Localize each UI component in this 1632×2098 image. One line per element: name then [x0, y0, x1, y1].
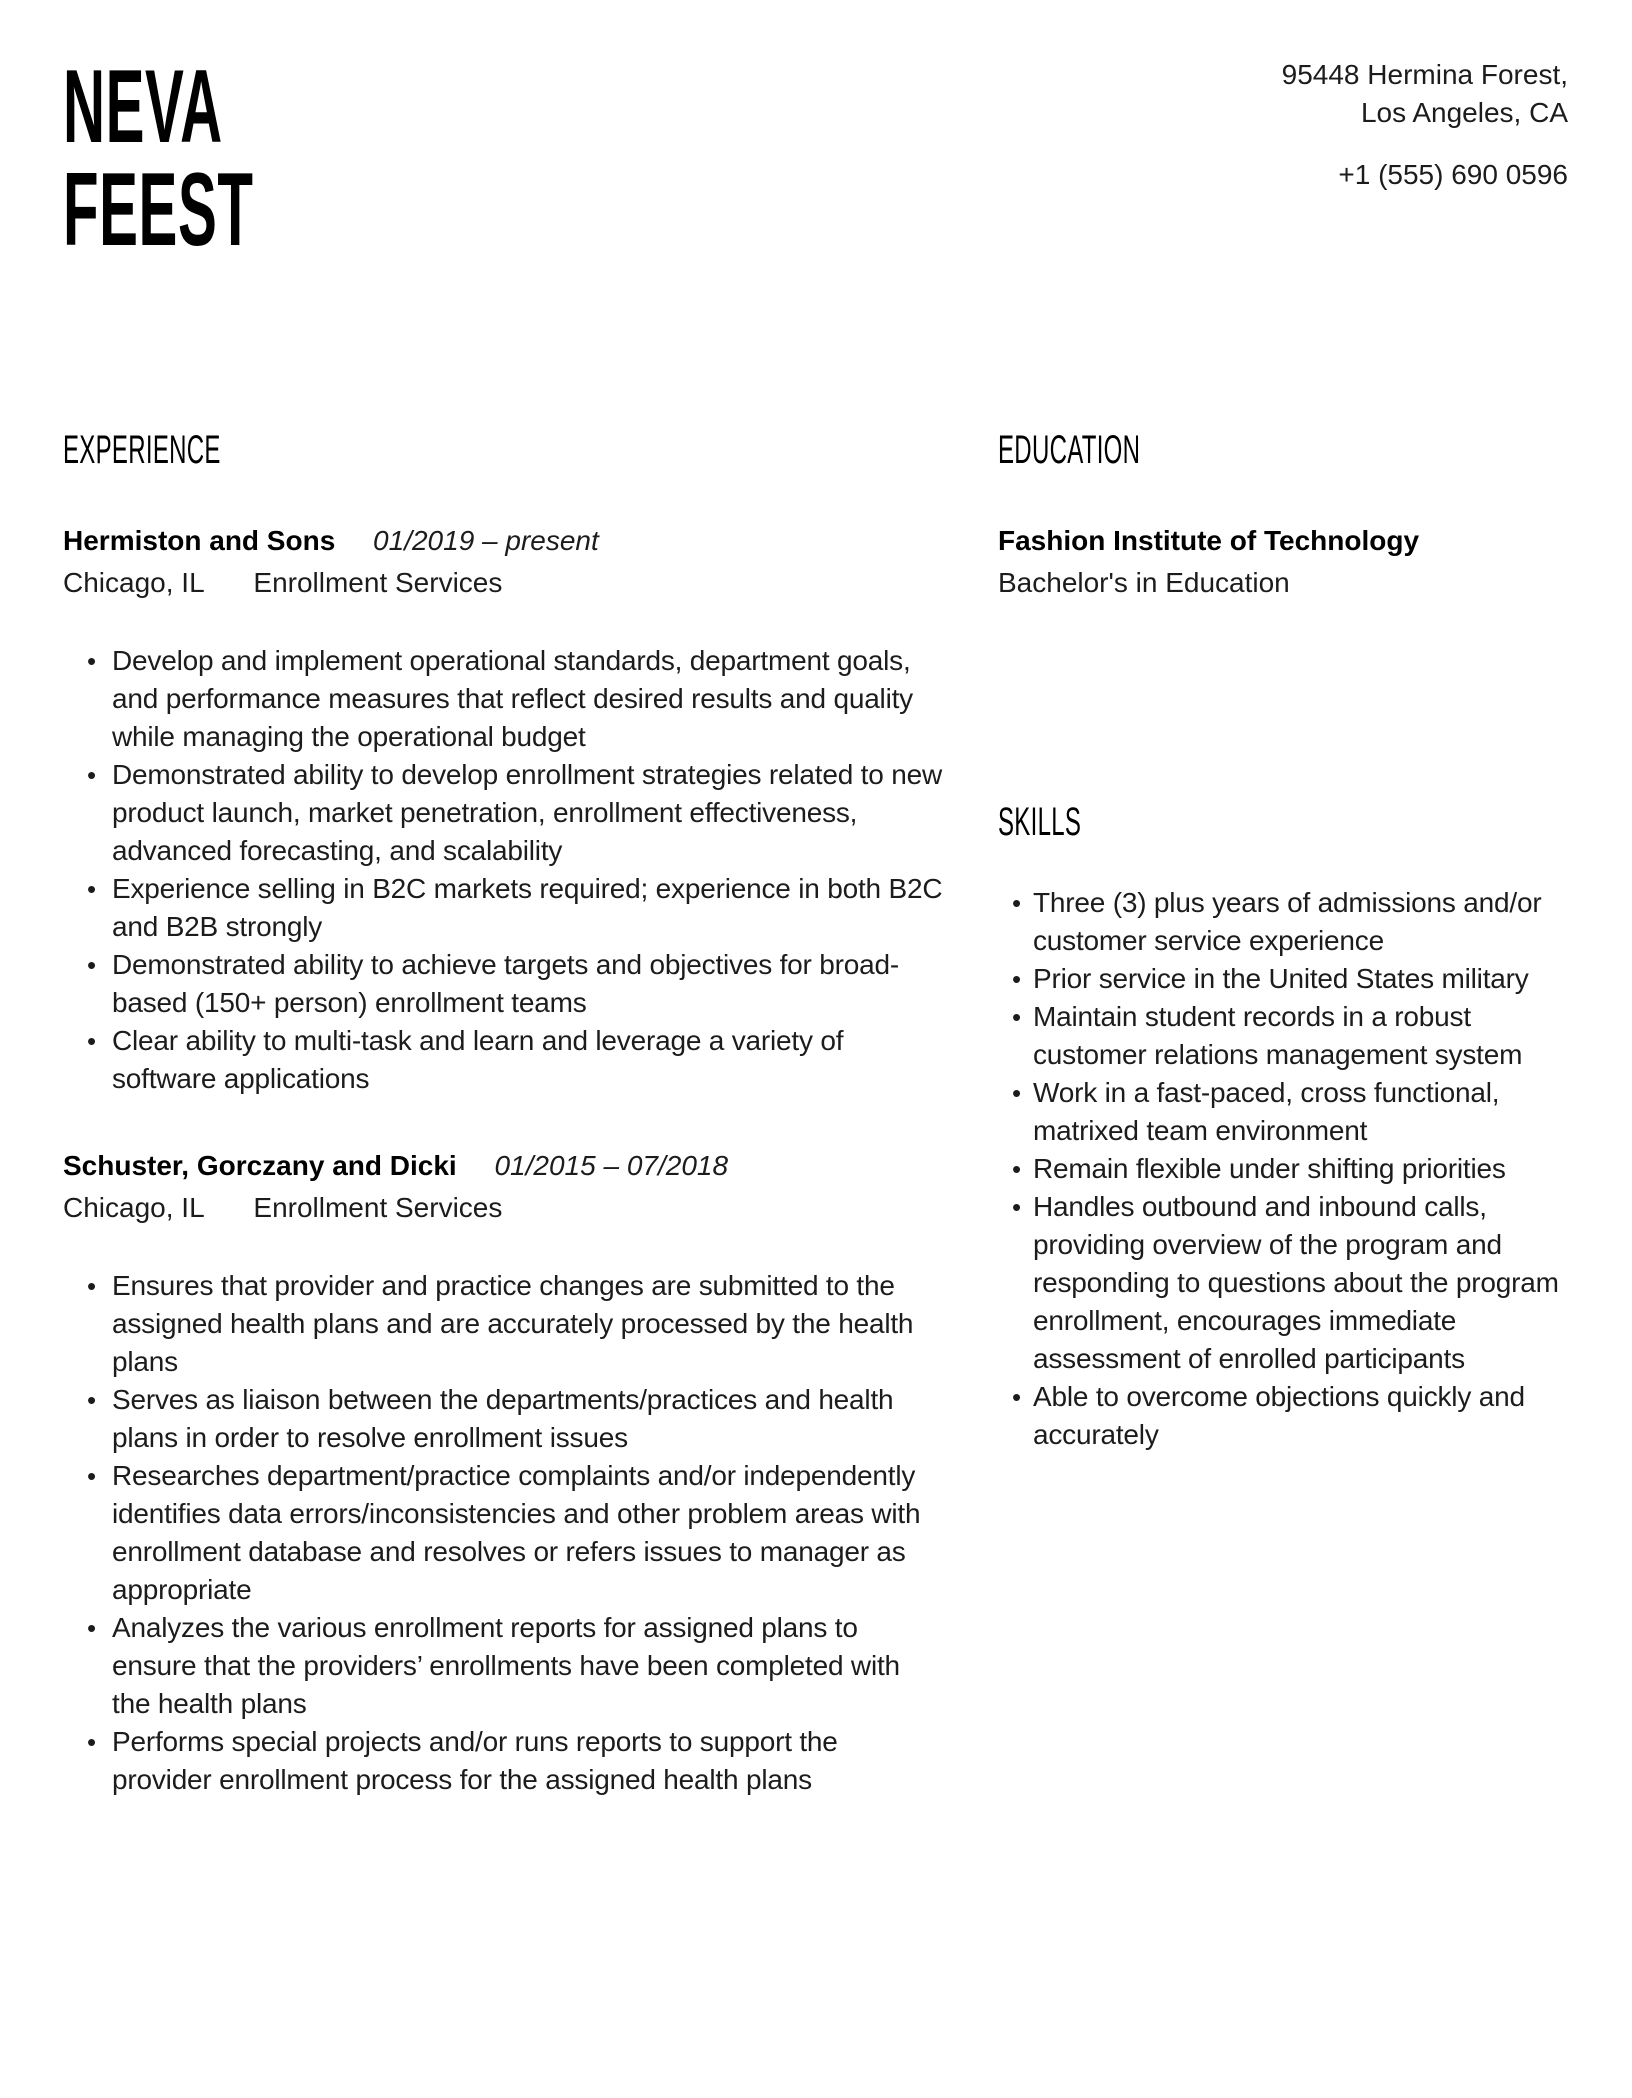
- candidate-name-line-2: FEEST: [63, 152, 254, 268]
- employment-dates: 01/2015 – 07/2018: [494, 1150, 729, 1181]
- job-bullet-list: [63, 1267, 943, 1799]
- contact-info: [1282, 56, 1568, 194]
- job-bullet: • Demonstrated ability to achieve targets and objectives for broad-based (150+ person) enrollment teams: [63, 946, 943, 1022]
- experience-section-title: EXPERIENCE: [63, 428, 221, 472]
- job-bullet-list: [63, 642, 943, 1098]
- job-role: Enrollment Services: [253, 1192, 503, 1223]
- job-bullet: • Develop and implement operational standards, department goals, and performance measures that reflect desired results and quality while managing the operational budget: [63, 642, 943, 756]
- experience-entry-1: [63, 522, 943, 1098]
- skill-item: • Able to overcome objections quickly and accurately: [998, 1378, 1568, 1454]
- degree-name: Bachelor's in Education: [998, 567, 1290, 598]
- company-name: Schuster, Gorczany and Dicki: [63, 1150, 457, 1181]
- job-heading: [63, 1147, 943, 1185]
- job-heading: [63, 522, 943, 560]
- contact-address-line-2: Los Angeles, CA: [1360, 97, 1568, 128]
- job-subheading: [63, 564, 943, 602]
- skill-item: • Prior service in the United States military: [998, 960, 1568, 998]
- skills-list: [998, 884, 1568, 1454]
- job-bullet: • Researches department/practice complaints and/or independently identifies data errors/inconsistencies and other problem areas with enrollment database and resolves or refers issues to manager as appropriate: [63, 1457, 943, 1609]
- education-entry: [998, 522, 1568, 602]
- candidate-name: [63, 49, 254, 268]
- candidate-name-line-1: NEVA: [63, 49, 223, 165]
- resume-body: [0, 428, 1632, 1799]
- skills-section-title: SKILLS: [998, 800, 1082, 844]
- job-subheading: [63, 1189, 943, 1227]
- experience-entry-2: [63, 1147, 943, 1799]
- job-role: Enrollment Services: [253, 567, 503, 598]
- skill-item: • Three (3) plus years of admissions and/or customer service experience: [998, 884, 1568, 960]
- skill-item: • Remain flexible under shifting priorities: [998, 1150, 1568, 1188]
- sidebar-column: [998, 428, 1568, 1799]
- school-name: Fashion Institute of Technology: [998, 525, 1420, 556]
- experience-column: [63, 428, 943, 1799]
- job-bullet: • Experience selling in B2C markets required; experience in both B2C and B2B strongly: [63, 870, 943, 946]
- employment-dates: 01/2019 – present: [373, 525, 599, 556]
- skill-item: • Maintain student records in a robust customer relations management system: [998, 998, 1568, 1074]
- job-location: Chicago, IL: [63, 567, 204, 598]
- job-bullet: • Performs special projects and/or runs reports to support the provider enrollment process for the assigned health plans: [63, 1723, 943, 1799]
- contact-phone: +1 (555) 690 0596: [1338, 159, 1568, 190]
- job-bullet: • Clear ability to multi-task and learn and leverage a variety of software applications: [63, 1022, 943, 1098]
- contact-address-line-1: 95448 Hermina Forest,: [1281, 59, 1568, 90]
- job-bullet: • Ensures that provider and practice changes are submitted to the assigned health plans and are accurately processed by the health plans: [63, 1267, 943, 1381]
- job-location: Chicago, IL: [63, 1192, 204, 1223]
- resume-header: [0, 0, 1632, 268]
- education-section-title: EDUCATION: [998, 428, 1141, 472]
- job-bullet: • Demonstrated ability to develop enrollment strategies related to new product launch, market penetration, enrollment effectiveness, advanced forecasting, and scalability: [63, 756, 943, 870]
- skill-item: • Handles outbound and inbound calls, providing overview of the program and responding to questions about the program enrollment, encourages immediate assessment of enrolled participants: [998, 1188, 1568, 1378]
- skill-item: • Work in a fast-paced, cross functional, matrixed team environment: [998, 1074, 1568, 1150]
- job-bullet: • Analyzes the various enrollment reports for assigned plans to ensure that the providers’ enrollments have been completed with the health plans: [63, 1609, 943, 1723]
- job-bullet: • Serves as liaison between the departments/practices and health plans in order to resolve enrollment issues: [63, 1381, 943, 1457]
- company-name: Hermiston and Sons: [63, 525, 336, 556]
